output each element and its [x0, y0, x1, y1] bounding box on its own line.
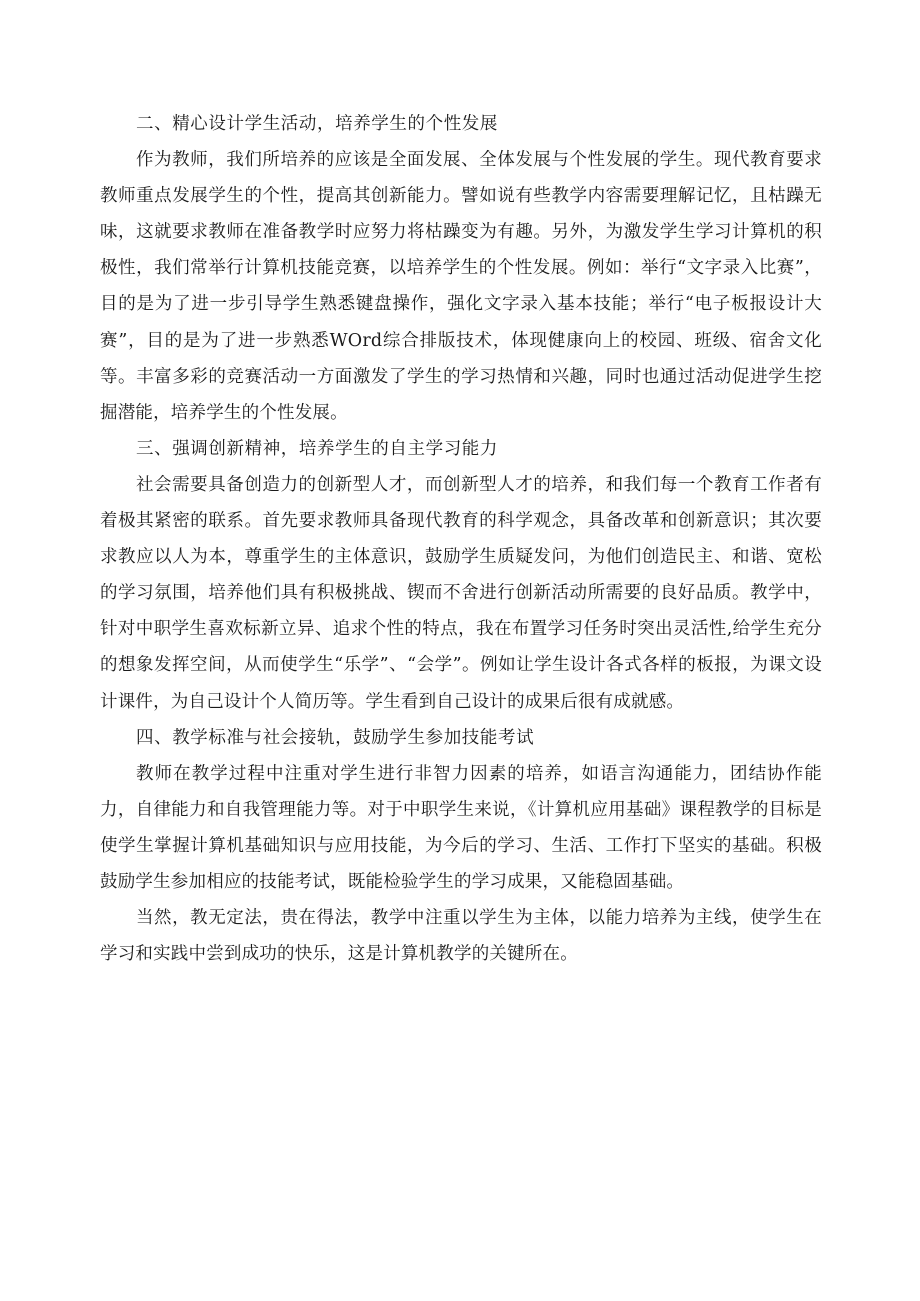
section-4-paragraph: 教师在教学过程中注重对学生进行非智力因素的培养，如语言沟通能力，团结协作能力，自律能力和自我管理能力等。对于中职学生来说，《计算机应用基础》课程教学的目标是使学生掌握计算机基础知识与应用技能，为今后的学习、生活、工作打下坚实的基础。积极鼓励学生参加相应的技能考试，既能检验学生的学习成果，又能稳固基础。 [100, 763, 822, 892]
section-2-paragraph: 作为教师，我们所培养的应该是全面发展、全体发展与个性发展的学生。现代教育要求教师重点发展学生的个性，提高其创新能力。譬如说有些教学内容需要理解记忆，且枯躁无味，这就要求教师在准备教学时应努力将枯躁变为有趣。另外，为激发学生学习计算机的积极性，我们常举行计算机技能竞赛，以培养学生的个性发展。例如：举行“文字录入比赛”，目的是为了进一步引导学生熟悉键盘操作，强化文字录入基本技能；举行“电子板报设计大赛”，目的是为了进一步熟悉WOrd综合排版技术，体现健康向上的校园、班级、宿舍文化等。丰富多彩的竞赛活动一方面激发了学生的学习热情和兴趣，同时也通过活动促进学生挖掘潜能，培养学生的个性发展。 [100, 150, 822, 423]
conclusion-paragraph: 当然，教无定法，贵在得法，教学中注重以学生为主体，以能力培养为主线，使学生在学习和实践中尝到成功的快乐，这是计算机教学的关键所在。 [100, 908, 822, 965]
section-heading-4: 四、教学标准与社会接轨，鼓励学生参加技能考试 [136, 727, 535, 748]
section-3-paragraph: 社会需要具备创造力的创新型人才，而创新型人才的培养，和我们每一个教育工作者有着极其紧密的联系。首先要求教师具备现代教育的科学观念，具备改革和创新意识；其次要求教应以人为本，尊重学生的主体意识，鼓励学生质疑发问，为他们创造民主、和谐、宽松的学习氛围，培养他们具有积极挑战、锲而不舍进行创新活动所需要的良好品质。教学中，针对中职学生喜欢标新立异、追求个性的特点，我在布置学习任务时突出灵活性,给学生充分的想象发挥空间，从而使学生“乐学”、“会学”。例如让学生设计各式各样的板报，为课文设计课件，为自己设计个人简历等。学生看到自己设计的成果后很有成就感。 [100, 474, 822, 712]
document-page [100, 106, 822, 972]
section-heading-3: 三、强调创新精神，培养学生的自主学习能力 [136, 438, 498, 459]
section-heading-2: 二、精心设计学生活动，培养学生的个性发展 [136, 114, 498, 134]
